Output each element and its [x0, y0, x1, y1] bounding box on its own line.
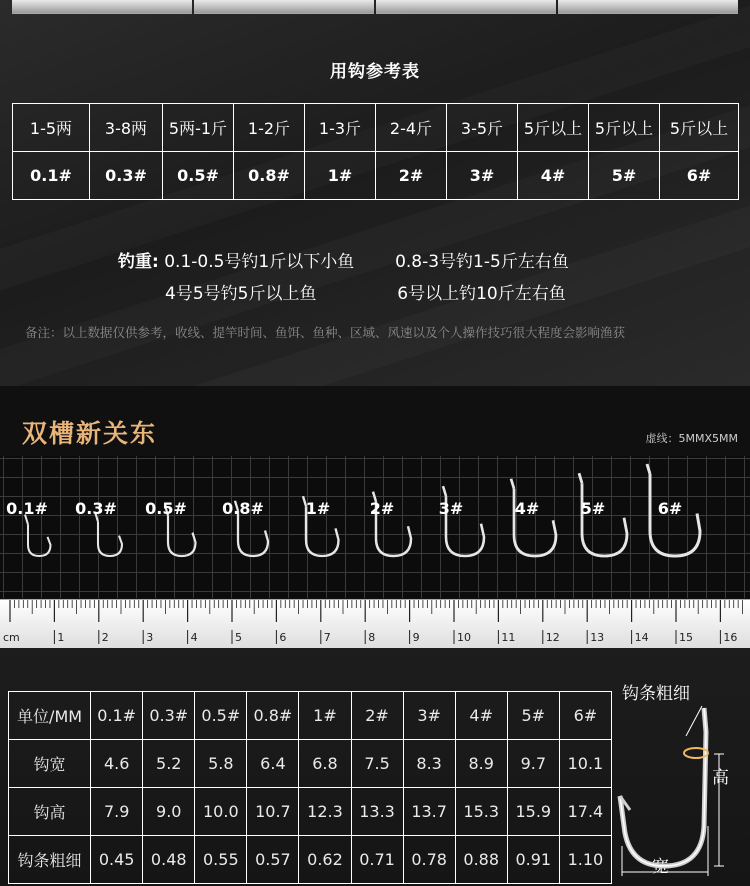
- dimension-row: [9, 788, 612, 836]
- hook-eye: [579, 473, 582, 483]
- dimension-section: [0, 648, 750, 886]
- hook-size-label: 5#: [580, 499, 606, 518]
- value-cell: 13.7: [403, 788, 455, 836]
- width-label: 宽: [652, 857, 669, 877]
- value-cell: 0.48: [143, 836, 195, 884]
- hook-shape: [98, 522, 122, 556]
- value-cell: 4.6: [91, 740, 143, 788]
- weight-note-item: 4号5号钓5斤以上鱼: [165, 284, 317, 304]
- hook-size-label: 1#: [305, 499, 331, 518]
- weight-cell: 5斤以上: [589, 104, 660, 152]
- value-cell: 6#: [559, 692, 611, 740]
- weight-cell: 1-3斤: [305, 104, 376, 152]
- value-cell: 0.5#: [195, 692, 247, 740]
- size-cell: 0.1#: [13, 152, 90, 200]
- dimension-row: [9, 836, 612, 884]
- value-cell: 8.9: [455, 740, 507, 788]
- value-cell: 0.71: [351, 836, 403, 884]
- value-cell: 1#: [299, 692, 351, 740]
- size-cell: 5#: [589, 152, 660, 200]
- value-cell: 15.3: [455, 788, 507, 836]
- value-cell: 0.55: [195, 836, 247, 884]
- ruler-number: 1: [57, 631, 65, 644]
- weight-cell: 5斤以上: [660, 104, 739, 152]
- hook-diagram-icon: [616, 676, 746, 886]
- value-cell: 6.8: [299, 740, 351, 788]
- value-cell: 0.1#: [91, 692, 143, 740]
- weight-cell: 1-5两: [13, 104, 90, 152]
- weight-note-item: 0.8-3号钓1-5斤左右鱼: [395, 252, 569, 272]
- ruler-unit: cm: [3, 631, 20, 644]
- hook-size-label: 0.5#: [145, 499, 187, 518]
- value-cell: 9.7: [507, 740, 559, 788]
- hook-shape: [168, 515, 196, 556]
- weight-note-item: 6号以上钓10斤左右鱼: [397, 284, 566, 304]
- size-cell: 0.8#: [234, 152, 305, 200]
- dimension-table: [8, 691, 612, 884]
- weight-cell: 5两-1斤: [163, 104, 234, 152]
- hook-grid: [0, 456, 750, 598]
- ruler: [0, 599, 750, 648]
- ruler-number: 7: [323, 631, 331, 644]
- ruler-number: 2: [101, 631, 109, 644]
- weight-note: [0, 246, 750, 310]
- value-cell: 10.1: [559, 740, 611, 788]
- ruler-number: 11: [501, 631, 516, 644]
- row-header-cell: 钩宽: [9, 740, 91, 788]
- value-cell: 2#: [351, 692, 403, 740]
- row-header-cell: 单位/MM: [9, 692, 91, 740]
- ruler-number: 15: [679, 631, 693, 644]
- ruler-number: 16: [723, 631, 738, 644]
- size-cell: 2#: [376, 152, 447, 200]
- ruler-number: 12: [545, 631, 560, 644]
- ruler-number: 10: [457, 631, 471, 644]
- value-cell: 0.91: [507, 836, 559, 884]
- hook-shape: [582, 483, 627, 556]
- value-cell: 17.4: [559, 788, 611, 836]
- weight-cell: 1-2斤: [234, 104, 305, 152]
- weight-cell: 3-5斤: [447, 104, 518, 152]
- value-cell: 0.88: [455, 836, 507, 884]
- hook-size-label: 0.8#: [222, 499, 264, 518]
- value-cell: 7.9: [91, 788, 143, 836]
- value-cell: 0.78: [403, 836, 455, 884]
- remark-text: 备注：以上数据仅供参考，收线、提竿时间、鱼饵、鱼种、区域、风速以及个人操作技巧很大程度会影响渔获: [25, 325, 626, 340]
- hook-size-label: 6#: [657, 499, 683, 518]
- hook-shape: [28, 525, 51, 556]
- ruler-number: 8: [368, 631, 376, 644]
- dimension-header-row: [9, 692, 612, 740]
- size-cell: 3#: [447, 152, 518, 200]
- value-cell: 13.3: [351, 788, 403, 836]
- size-cell: 4#: [518, 152, 589, 200]
- ruler-number: 4: [190, 631, 198, 644]
- reference-section: [0, 0, 750, 386]
- ruler-number: 3: [146, 631, 154, 644]
- size-cell: 6#: [660, 152, 739, 200]
- ruler-number: 5: [235, 631, 242, 644]
- grid-note: 虚线：5MMX5MM: [645, 432, 738, 445]
- product-title: 双槽新关东: [22, 419, 158, 448]
- reference-title: 用钩参考表: [330, 62, 420, 82]
- weight-cell: 2-4斤: [376, 104, 447, 152]
- hook-eye: [647, 464, 650, 474]
- value-cell: 4#: [455, 692, 507, 740]
- ruler-number: 9: [412, 631, 420, 644]
- value-cell: 12.3: [299, 788, 351, 836]
- hook-eye: [443, 486, 446, 496]
- value-cell: 10.7: [247, 788, 299, 836]
- weight-note-label: 钓重:: [118, 252, 159, 272]
- hooks-illustration: [0, 456, 750, 598]
- size-cell: 1#: [305, 152, 376, 200]
- row-header-cell: 钩高: [9, 788, 91, 836]
- hook-size-section: [0, 386, 750, 648]
- thickness-label: 钩条粗细: [622, 684, 690, 704]
- value-cell: 0.57: [247, 836, 299, 884]
- ruler-number: 6: [279, 631, 287, 644]
- ruler-number: 13: [590, 631, 605, 644]
- hook-size-label: 4#: [514, 499, 540, 518]
- value-cell: 1.10: [559, 836, 611, 884]
- hook-diagram: [616, 676, 746, 886]
- value-cell: 5#: [507, 692, 559, 740]
- ruler-scale: [0, 600, 750, 648]
- top-image-strip: [12, 0, 738, 14]
- value-cell: 10.0: [195, 788, 247, 836]
- value-cell: 0.62: [299, 836, 351, 884]
- value-cell: 0.8#: [247, 692, 299, 740]
- value-cell: 7.5: [351, 740, 403, 788]
- weight-cell: 3-8两: [90, 104, 163, 152]
- value-cell: 8.3: [403, 740, 455, 788]
- value-cell: 3#: [403, 692, 455, 740]
- value-cell: 0.45: [91, 836, 143, 884]
- value-cell: 5.8: [195, 740, 247, 788]
- row-header-cell: 钩条粗细: [9, 836, 91, 884]
- value-cell: 0.3#: [143, 692, 195, 740]
- hook-size-label: 2#: [369, 499, 395, 518]
- value-cell: 9.0: [143, 788, 195, 836]
- weight-note-item: 0.1-0.5号钓1斤以下小鱼: [164, 252, 355, 272]
- reference-table: [12, 103, 739, 200]
- weight-cell: 5斤以上: [518, 104, 589, 152]
- hook-size-label: 0.1#: [6, 499, 48, 518]
- value-cell: 5.2: [143, 740, 195, 788]
- size-cell: 0.5#: [163, 152, 234, 200]
- height-label: 高: [712, 768, 729, 788]
- dimension-row: [9, 740, 612, 788]
- hook-size-label: 0.3#: [75, 499, 117, 518]
- value-cell: 15.9: [507, 788, 559, 836]
- ruler-number: 14: [634, 631, 649, 644]
- value-cell: 6.4: [247, 740, 299, 788]
- hook-size-label: 3#: [438, 499, 464, 518]
- hook-eye: [511, 479, 514, 489]
- size-cell: 0.3#: [90, 152, 163, 200]
